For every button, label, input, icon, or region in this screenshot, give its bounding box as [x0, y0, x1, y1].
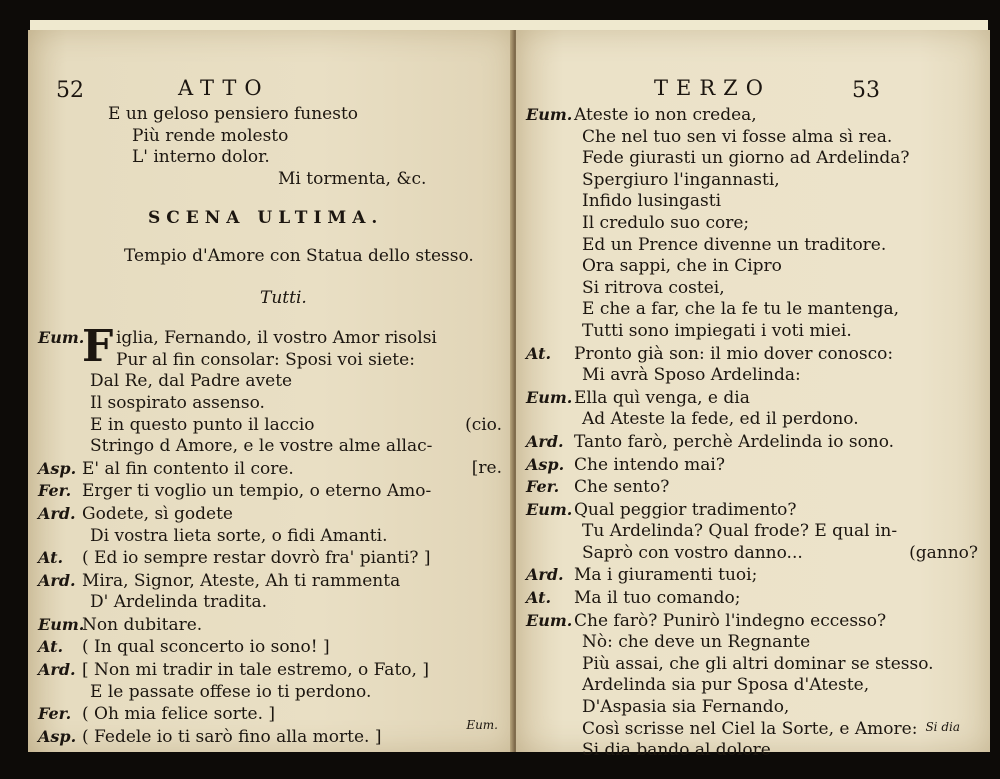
text-line: [38, 614, 514, 637]
verse-text: Ateste io non credea,: [574, 105, 757, 125]
text-line: [526, 454, 990, 477]
text-line: [38, 503, 514, 526]
page-number: 52: [56, 78, 84, 103]
verse-text: Tu Ardelinda? Qual frode? E qual in-: [582, 521, 898, 542]
verse-text: Che farò? Punirò l'indegno eccesso?: [574, 610, 887, 631]
verse-text: Infido lusingasti: [582, 191, 722, 212]
verse-text: Erger ti voglio un tempio, o eterno Amo-: [82, 481, 432, 502]
text-line: [38, 480, 514, 503]
speaker-label: Asp.: [38, 458, 77, 478]
text-line: [526, 740, 990, 762]
verse-text: Mira, Signor, Ateste, Ah ti rammenta: [82, 570, 401, 591]
right-page: [516, 30, 990, 761]
right-running-head: [526, 78, 990, 104]
verse-text: Il credulo suo core;: [582, 212, 750, 233]
text-line: [526, 654, 990, 676]
verse-text: Dal Re, dal Padre avete: [90, 371, 293, 392]
text-line: [526, 191, 990, 213]
verse-text: Qual peggior tradimento?: [574, 499, 797, 520]
speaker-label: Fer.: [38, 481, 72, 501]
tutti-heading: Tutti.: [260, 287, 307, 308]
speaker-label: Eum.: [38, 328, 85, 348]
speaker-label: Eum.: [526, 387, 573, 407]
verse-text: Pronto già son: il mio dover conosco:: [574, 343, 894, 364]
speaker-label: Eum.: [526, 499, 573, 519]
verse-text: iglia, Fernando, il vostro Amor risolsi: [116, 328, 437, 349]
text-line: [526, 256, 990, 278]
text-line: [38, 371, 514, 393]
verse-text: Spergiuro l'ingannasti,: [582, 169, 780, 190]
text-line: [526, 343, 990, 366]
text-line: [526, 632, 990, 654]
text-line: [38, 458, 514, 481]
verse-text: Tutti sono impiegati i voti miei.: [582, 320, 852, 341]
drop-cap: F: [82, 321, 114, 373]
scene-title: SCENA ULTIMA.: [148, 208, 384, 229]
turnover-text: (cio.: [465, 414, 502, 435]
aria-line: L' interno dolor.: [132, 147, 270, 168]
speaker-label: At.: [526, 343, 552, 363]
speaker-label: Eum.: [526, 105, 573, 124]
verse-text: Ella quì venga, e dia: [574, 387, 750, 408]
text-line: [38, 415, 514, 437]
text-line: [526, 697, 990, 719]
speaker-label: At.: [38, 637, 64, 657]
speaker-label: At.: [38, 548, 64, 568]
aria-line: Più rende molesto: [132, 125, 289, 146]
text-line: [526, 278, 990, 300]
verse-text: E in questo punto il laccio: [90, 414, 315, 435]
running-head-title: ATTO: [178, 76, 270, 100]
text-line: [526, 148, 990, 170]
verse-text: E' al fin contento il core.: [82, 458, 294, 479]
verse-text: D' Ardelinda tradita.: [90, 592, 268, 613]
text-line: [526, 409, 990, 431]
text-line: [38, 436, 514, 458]
text-line: [526, 587, 990, 610]
text-line: [38, 393, 514, 415]
verse-text: Ora sappi, che in Cipro: [582, 256, 782, 277]
aria-line: E un geloso pensiero funesto: [108, 104, 359, 124]
catchword: Eum.: [466, 718, 498, 732]
verse-text: Mi avrà Sposo Ardelinda:: [582, 365, 801, 386]
text-line: [38, 350, 514, 372]
text-line: [526, 521, 990, 543]
left-running-head: [56, 76, 514, 104]
verse-text: [ Non mi tradir in tale estremo, o Fato, ]: [82, 660, 429, 681]
text-line: [38, 703, 514, 726]
text-line: [526, 610, 990, 633]
verse-text: Che intendo mai?: [574, 454, 725, 475]
speaker-label: Fer.: [526, 477, 560, 497]
verse-text: Ad Ateste la fede, ed il perdono.: [582, 409, 859, 430]
catchword: Si dia: [925, 720, 960, 734]
running-head-title: TERZO: [654, 76, 771, 100]
text-line: [526, 431, 990, 454]
verse-text: D'Aspasia sia Fernando,: [582, 697, 790, 718]
text-line: [526, 321, 990, 343]
verse-text: Godete, sì godete: [82, 503, 233, 524]
text-line: [526, 387, 990, 410]
turnover-text: (ganno?: [909, 542, 978, 563]
left-page: [28, 30, 514, 752]
turnover-text: [re.: [471, 457, 502, 478]
text-line: [526, 675, 990, 697]
text-line: [526, 365, 990, 387]
text-line: [526, 299, 990, 321]
text-line: [38, 682, 514, 704]
da-capo: Mi tormenta, &c.: [278, 168, 427, 189]
verse-text: Più assai, che gli altri dominar se stesso.: [582, 653, 934, 674]
page-number: 53: [852, 78, 880, 103]
verse-text: ( Fedele io ti sarò fino alla morte. ]: [82, 726, 382, 747]
verse-text: Ma il tuo comando;: [574, 588, 741, 609]
text-line: [38, 570, 514, 593]
text-line: [38, 636, 514, 659]
speaker-label: Ard.: [38, 660, 76, 680]
text-line: [526, 170, 990, 192]
speaker-label: Eum.: [38, 614, 85, 634]
text-line: [526, 499, 990, 522]
speaker-label: Asp.: [526, 454, 565, 474]
verse-text: ( Ed io sempre restar dovrò fra' pianti? ]: [82, 548, 431, 569]
text-line: [526, 104, 990, 127]
verse-text: Tanto farò, perchè Ardelinda io sono.: [574, 431, 895, 452]
speaker-label: Ard.: [526, 431, 564, 451]
verse-text: ( In qual sconcerto io sono! ]: [82, 637, 330, 658]
speaker-label: Ard.: [38, 503, 76, 523]
verse-text: Si dia bando al dolore: [582, 740, 771, 761]
verse-text: Non dubitare.: [82, 614, 203, 635]
verse-text: Si ritrova costei,: [582, 277, 725, 298]
verse-text: Ma i giuramenti tuoi;: [574, 565, 758, 586]
text-line: [526, 719, 990, 741]
verse-text: ( Oh mia felice sorte. ]: [82, 704, 276, 725]
scene-setting: Tempio d'Amore con Statua dello stesso.: [124, 245, 474, 266]
verse-text: Il sospirato assenso.: [90, 392, 265, 413]
verse-text: Nò: che deve un Regnante: [582, 632, 811, 653]
verse-text: Ardelinda sia pur Sposa d'Ateste,: [582, 675, 870, 696]
verse-text: Fede giurasti un giorno ad Ardelinda?: [582, 148, 910, 169]
verse-text: Pur al fin consolar: Sposi voi siete:: [116, 349, 415, 370]
text-line: [38, 547, 514, 570]
text-line: [526, 476, 990, 499]
text-line: [526, 543, 990, 565]
verse-text: E le passate offese io ti perdono.: [90, 681, 372, 702]
text-line: [526, 564, 990, 587]
verse-text: Saprò con vostro danno...: [582, 542, 803, 563]
verse-text: E che a far, che la fe tu le mantenga,: [582, 299, 899, 320]
speaker-label: Ard.: [526, 565, 564, 585]
text-line: [526, 235, 990, 257]
text-line: [38, 592, 514, 614]
text-line: [38, 526, 514, 548]
speaker-label: Fer.: [38, 704, 72, 724]
verse-text: Di vostra lieta sorte, o fidi Amanti.: [90, 525, 388, 546]
speaker-label: At.: [526, 588, 552, 608]
verse-text: Che nel tuo sen vi fosse alma sì rea.: [582, 126, 893, 147]
verse-text: Stringo d Amore, e le vostre alme allac-: [90, 436, 433, 457]
text-line: [38, 659, 514, 682]
text-line: [526, 127, 990, 149]
verse-text: Così scrisse nel Ciel la Sorte, e Amore:: [582, 718, 918, 739]
speaker-label: Ard.: [38, 570, 76, 590]
speaker-label: Asp.: [38, 726, 77, 746]
speaker-label: Eum.: [526, 610, 573, 630]
verse-text: Ed un Prence divenne un traditore.: [582, 234, 887, 255]
verse-text: Che sento?: [574, 477, 670, 498]
text-line: [526, 213, 990, 235]
text-line: [38, 726, 514, 749]
